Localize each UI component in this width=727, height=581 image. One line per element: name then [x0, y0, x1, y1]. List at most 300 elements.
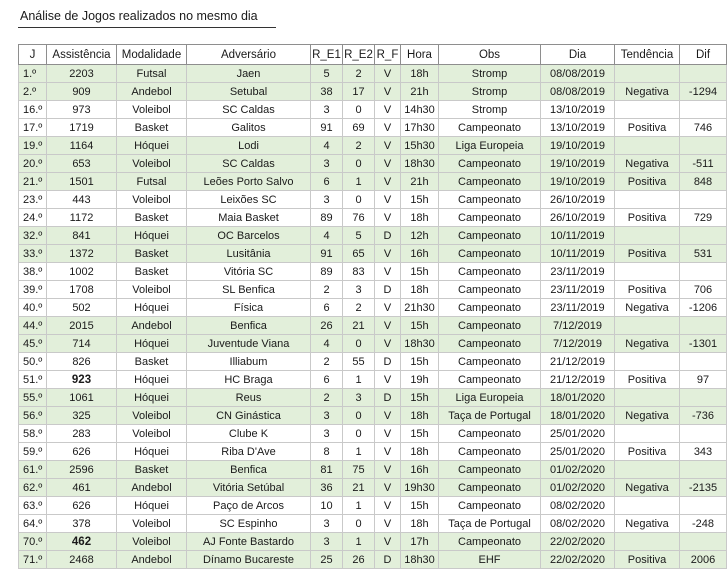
cell-assistencia[interactable]: 1164 — [47, 137, 117, 155]
cell-j[interactable]: 21.º — [19, 173, 47, 191]
cell-dia[interactable]: 25/01/2020 — [541, 425, 615, 443]
cell-obs[interactable]: Campeonato — [439, 299, 541, 317]
cell-r-e2[interactable]: 0 — [343, 407, 375, 425]
cell-hora[interactable]: 18h30 — [401, 155, 439, 173]
cell-r-e1[interactable]: 3 — [311, 101, 343, 119]
cell-hora[interactable]: 18h30 — [401, 335, 439, 353]
cell-modalidade[interactable]: Andebol — [117, 83, 187, 101]
col-header-r-e2[interactable]: R_E2 — [343, 45, 375, 65]
cell-modalidade[interactable]: Hóquei — [117, 443, 187, 461]
cell-r-e2[interactable]: 21 — [343, 317, 375, 335]
cell-tendencia[interactable]: Negativa — [615, 335, 680, 353]
cell-tendencia[interactable]: Positiva — [615, 173, 680, 191]
cell-assistencia[interactable]: 841 — [47, 227, 117, 245]
cell-modalidade[interactable]: Basket — [117, 353, 187, 371]
cell-hora[interactable]: 21h — [401, 173, 439, 191]
cell-r-e2[interactable]: 1 — [343, 371, 375, 389]
cell-obs[interactable]: Campeonato — [439, 371, 541, 389]
cell-hora[interactable]: 18h30 — [401, 551, 439, 569]
cell-r-e2[interactable]: 0 — [343, 335, 375, 353]
cell-tendencia[interactable]: Negativa — [615, 155, 680, 173]
cell-j[interactable]: 61.º — [19, 461, 47, 479]
cell-tendencia[interactable] — [615, 65, 680, 83]
cell-j[interactable]: 40.º — [19, 299, 47, 317]
cell-modalidade[interactable]: Voleibol — [117, 155, 187, 173]
cell-r-f[interactable]: D — [375, 227, 401, 245]
cell-dif[interactable] — [680, 425, 727, 443]
cell-r-e1[interactable]: 4 — [311, 137, 343, 155]
cell-adversario[interactable]: Lusitânia — [187, 245, 311, 263]
cell-modalidade[interactable]: Basket — [117, 245, 187, 263]
cell-tendencia[interactable]: Positiva — [615, 209, 680, 227]
cell-assistencia[interactable]: 502 — [47, 299, 117, 317]
cell-r-e1[interactable]: 3 — [311, 407, 343, 425]
cell-hora[interactable]: 15h30 — [401, 137, 439, 155]
cell-obs[interactable]: Campeonato — [439, 443, 541, 461]
cell-adversario[interactable]: Vitória SC — [187, 263, 311, 281]
cell-tendencia[interactable] — [615, 263, 680, 281]
cell-dif[interactable] — [680, 317, 727, 335]
cell-dif[interactable] — [680, 263, 727, 281]
cell-tendencia[interactable]: Positiva — [615, 245, 680, 263]
cell-obs[interactable]: Campeonato — [439, 263, 541, 281]
cell-r-e2[interactable]: 3 — [343, 281, 375, 299]
cell-r-f[interactable]: V — [375, 425, 401, 443]
col-header-assistencia[interactable]: Assistência — [47, 45, 117, 65]
cell-r-e2[interactable]: 69 — [343, 119, 375, 137]
cell-r-e2[interactable]: 17 — [343, 83, 375, 101]
cell-modalidade[interactable]: Basket — [117, 263, 187, 281]
cell-r-e1[interactable]: 3 — [311, 155, 343, 173]
cell-obs[interactable]: Campeonato — [439, 497, 541, 515]
cell-j[interactable]: 71.º — [19, 551, 47, 569]
cell-dia[interactable]: 7/12/2019 — [541, 335, 615, 353]
cell-dia[interactable]: 7/12/2019 — [541, 317, 615, 335]
cell-hora[interactable]: 17h30 — [401, 119, 439, 137]
cell-r-f[interactable]: V — [375, 83, 401, 101]
cell-modalidade[interactable]: Voleibol — [117, 533, 187, 551]
cell-modalidade[interactable]: Voleibol — [117, 515, 187, 533]
cell-hora[interactable]: 19h30 — [401, 479, 439, 497]
cell-dia[interactable]: 01/02/2020 — [541, 461, 615, 479]
cell-r-f[interactable]: V — [375, 65, 401, 83]
cell-r-e1[interactable]: 38 — [311, 83, 343, 101]
cell-modalidade[interactable]: Andebol — [117, 479, 187, 497]
cell-assistencia[interactable]: 826 — [47, 353, 117, 371]
cell-adversario[interactable]: Paço de Arcos — [187, 497, 311, 515]
cell-r-e2[interactable]: 2 — [343, 65, 375, 83]
cell-modalidade[interactable]: Basket — [117, 119, 187, 137]
cell-dia[interactable]: 19/10/2019 — [541, 137, 615, 155]
cell-adversario[interactable]: Leixões SC — [187, 191, 311, 209]
cell-tendencia[interactable]: Positiva — [615, 371, 680, 389]
cell-r-e1[interactable]: 3 — [311, 515, 343, 533]
cell-dif[interactable]: -736 — [680, 407, 727, 425]
cell-dif[interactable]: 746 — [680, 119, 727, 137]
cell-obs[interactable]: Taça de Portugal — [439, 515, 541, 533]
cell-dif[interactable]: 706 — [680, 281, 727, 299]
cell-obs[interactable]: Campeonato — [439, 317, 541, 335]
cell-dia[interactable]: 08/02/2020 — [541, 497, 615, 515]
cell-dif[interactable]: 729 — [680, 209, 727, 227]
cell-adversario[interactable]: Maia Basket — [187, 209, 311, 227]
cell-adversario[interactable]: SL Benfica — [187, 281, 311, 299]
cell-dia[interactable]: 01/02/2020 — [541, 479, 615, 497]
cell-r-f[interactable]: V — [375, 479, 401, 497]
cell-r-e2[interactable]: 0 — [343, 425, 375, 443]
cell-dif[interactable] — [680, 533, 727, 551]
cell-dif[interactable] — [680, 191, 727, 209]
cell-tendencia[interactable]: Positiva — [615, 119, 680, 137]
cell-modalidade[interactable]: Hóquei — [117, 335, 187, 353]
cell-dia[interactable]: 08/08/2019 — [541, 65, 615, 83]
cell-hora[interactable]: 21h30 — [401, 299, 439, 317]
cell-modalidade[interactable]: Basket — [117, 209, 187, 227]
cell-modalidade[interactable]: Hóquei — [117, 299, 187, 317]
cell-r-e1[interactable]: 6 — [311, 173, 343, 191]
cell-dia[interactable]: 18/01/2020 — [541, 389, 615, 407]
cell-assistencia[interactable]: 325 — [47, 407, 117, 425]
cell-adversario[interactable]: Física — [187, 299, 311, 317]
cell-dif[interactable]: -2135 — [680, 479, 727, 497]
cell-modalidade[interactable]: Andebol — [117, 551, 187, 569]
cell-obs[interactable]: Stromp — [439, 101, 541, 119]
cell-hora[interactable]: 21h — [401, 83, 439, 101]
col-header-hora[interactable]: Hora — [401, 45, 439, 65]
cell-assistencia[interactable]: 626 — [47, 443, 117, 461]
cell-j[interactable]: 63.º — [19, 497, 47, 515]
cell-hora[interactable]: 15h — [401, 317, 439, 335]
cell-r-f[interactable]: V — [375, 155, 401, 173]
cell-hora[interactable]: 18h — [401, 407, 439, 425]
cell-r-f[interactable]: V — [375, 497, 401, 515]
cell-modalidade[interactable]: Voleibol — [117, 425, 187, 443]
cell-assistencia[interactable]: 443 — [47, 191, 117, 209]
cell-assistencia[interactable]: 283 — [47, 425, 117, 443]
cell-adversario[interactable]: Reus — [187, 389, 311, 407]
cell-r-e2[interactable]: 75 — [343, 461, 375, 479]
cell-dif[interactable] — [680, 137, 727, 155]
cell-r-e2[interactable]: 65 — [343, 245, 375, 263]
cell-obs[interactable]: Campeonato — [439, 461, 541, 479]
cell-adversario[interactable]: Leões Porto Salvo — [187, 173, 311, 191]
cell-hora[interactable]: 16h — [401, 461, 439, 479]
cell-r-e2[interactable]: 0 — [343, 101, 375, 119]
cell-assistencia[interactable]: 461 — [47, 479, 117, 497]
cell-r-f[interactable]: V — [375, 173, 401, 191]
cell-tendencia[interactable] — [615, 533, 680, 551]
cell-dia[interactable]: 26/10/2019 — [541, 209, 615, 227]
cell-assistencia[interactable]: 923 — [47, 371, 117, 389]
cell-j[interactable]: 64.º — [19, 515, 47, 533]
cell-assistencia[interactable]: 1002 — [47, 263, 117, 281]
cell-obs[interactable]: Campeonato — [439, 173, 541, 191]
col-header-dif[interactable]: Dif — [680, 45, 727, 65]
cell-adversario[interactable]: HC Braga — [187, 371, 311, 389]
col-header-obs[interactable]: Obs — [439, 45, 541, 65]
cell-dia[interactable]: 13/10/2019 — [541, 101, 615, 119]
cell-r-f[interactable]: V — [375, 335, 401, 353]
cell-obs[interactable]: Campeonato — [439, 479, 541, 497]
cell-r-f[interactable]: D — [375, 551, 401, 569]
cell-r-f[interactable]: V — [375, 191, 401, 209]
cell-hora[interactable]: 14h30 — [401, 101, 439, 119]
cell-adversario[interactable]: Benfica — [187, 317, 311, 335]
cell-r-f[interactable]: V — [375, 137, 401, 155]
cell-tendencia[interactable]: Positiva — [615, 443, 680, 461]
cell-r-e1[interactable]: 5 — [311, 65, 343, 83]
cell-tendencia[interactable]: Negativa — [615, 407, 680, 425]
cell-adversario[interactable]: Vitória Setúbal — [187, 479, 311, 497]
cell-obs[interactable]: Stromp — [439, 65, 541, 83]
cell-dif[interactable]: 97 — [680, 371, 727, 389]
cell-dif[interactable]: -511 — [680, 155, 727, 173]
cell-adversario[interactable]: Riba D'Ave — [187, 443, 311, 461]
cell-tendencia[interactable]: Positiva — [615, 281, 680, 299]
cell-j[interactable]: 38.º — [19, 263, 47, 281]
col-header-adversario[interactable]: Adversário — [187, 45, 311, 65]
cell-dia[interactable]: 23/11/2019 — [541, 299, 615, 317]
cell-modalidade[interactable]: Voleibol — [117, 281, 187, 299]
cell-j[interactable]: 45.º — [19, 335, 47, 353]
cell-modalidade[interactable]: Hóquei — [117, 389, 187, 407]
cell-j[interactable]: 32.º — [19, 227, 47, 245]
cell-r-e1[interactable]: 6 — [311, 299, 343, 317]
cell-dif[interactable]: -1294 — [680, 83, 727, 101]
cell-r-f[interactable]: V — [375, 371, 401, 389]
cell-assistencia[interactable]: 2015 — [47, 317, 117, 335]
cell-dia[interactable]: 13/10/2019 — [541, 119, 615, 137]
cell-hora[interactable]: 15h — [401, 425, 439, 443]
cell-assistencia[interactable]: 2596 — [47, 461, 117, 479]
cell-r-e1[interactable]: 10 — [311, 497, 343, 515]
cell-assistencia[interactable]: 1372 — [47, 245, 117, 263]
cell-modalidade[interactable]: Futsal — [117, 173, 187, 191]
cell-r-e1[interactable]: 6 — [311, 371, 343, 389]
cell-dif[interactable]: -1206 — [680, 299, 727, 317]
cell-j[interactable]: 59.º — [19, 443, 47, 461]
cell-j[interactable]: 62.º — [19, 479, 47, 497]
cell-r-e2[interactable]: 1 — [343, 533, 375, 551]
cell-r-e1[interactable]: 4 — [311, 335, 343, 353]
cell-j[interactable]: 50.º — [19, 353, 47, 371]
cell-j[interactable]: 55.º — [19, 389, 47, 407]
cell-j[interactable]: 20.º — [19, 155, 47, 173]
cell-adversario[interactable]: CN Ginástica — [187, 407, 311, 425]
cell-r-f[interactable]: V — [375, 263, 401, 281]
cell-dif[interactable] — [680, 497, 727, 515]
cell-j[interactable]: 19.º — [19, 137, 47, 155]
cell-assistencia[interactable]: 626 — [47, 497, 117, 515]
cell-hora[interactable]: 18h — [401, 209, 439, 227]
cell-assistencia[interactable]: 714 — [47, 335, 117, 353]
cell-modalidade[interactable]: Basket — [117, 461, 187, 479]
cell-dif[interactable]: 848 — [680, 173, 727, 191]
cell-tendencia[interactable] — [615, 497, 680, 515]
cell-tendencia[interactable] — [615, 191, 680, 209]
cell-dif[interactable] — [680, 389, 727, 407]
cell-dia[interactable]: 25/01/2020 — [541, 443, 615, 461]
cell-r-e2[interactable]: 1 — [343, 173, 375, 191]
cell-dia[interactable]: 22/02/2020 — [541, 533, 615, 551]
cell-j[interactable]: 23.º — [19, 191, 47, 209]
cell-dif[interactable] — [680, 461, 727, 479]
cell-hora[interactable]: 15h — [401, 497, 439, 515]
cell-r-e1[interactable]: 36 — [311, 479, 343, 497]
cell-obs[interactable]: Campeonato — [439, 191, 541, 209]
cell-r-e1[interactable]: 25 — [311, 551, 343, 569]
cell-dia[interactable]: 10/11/2019 — [541, 245, 615, 263]
cell-hora[interactable]: 12h — [401, 227, 439, 245]
cell-modalidade[interactable]: Andebol — [117, 317, 187, 335]
cell-j[interactable]: 51.º — [19, 371, 47, 389]
cell-dif[interactable]: 2006 — [680, 551, 727, 569]
cell-hora[interactable]: 18h — [401, 65, 439, 83]
cell-adversario[interactable]: SC Caldas — [187, 101, 311, 119]
cell-hora[interactable]: 17h — [401, 533, 439, 551]
cell-r-f[interactable]: V — [375, 533, 401, 551]
col-header-dia[interactable]: Dia — [541, 45, 615, 65]
col-header-r-e1[interactable]: R_E1 — [311, 45, 343, 65]
cell-r-e2[interactable]: 83 — [343, 263, 375, 281]
cell-j[interactable]: 39.º — [19, 281, 47, 299]
col-header-tendencia[interactable]: Tendência — [615, 45, 680, 65]
cell-hora[interactable]: 18h — [401, 515, 439, 533]
cell-obs[interactable]: Campeonato — [439, 119, 541, 137]
cell-modalidade[interactable]: Hóquei — [117, 227, 187, 245]
cell-dia[interactable]: 10/11/2019 — [541, 227, 615, 245]
cell-r-f[interactable]: V — [375, 299, 401, 317]
cell-r-e2[interactable]: 76 — [343, 209, 375, 227]
cell-r-f[interactable]: D — [375, 281, 401, 299]
cell-modalidade[interactable]: Futsal — [117, 65, 187, 83]
cell-tendencia[interactable]: Positiva — [615, 551, 680, 569]
cell-tendencia[interactable] — [615, 461, 680, 479]
cell-modalidade[interactable]: Hóquei — [117, 371, 187, 389]
cell-assistencia[interactable]: 1061 — [47, 389, 117, 407]
cell-obs[interactable]: Campeonato — [439, 227, 541, 245]
cell-adversario[interactable]: OC Barcelos — [187, 227, 311, 245]
cell-dia[interactable]: 26/10/2019 — [541, 191, 615, 209]
cell-dia[interactable]: 08/02/2020 — [541, 515, 615, 533]
cell-obs[interactable]: Liga Europeia — [439, 137, 541, 155]
cell-obs[interactable]: Campeonato — [439, 155, 541, 173]
cell-r-e1[interactable]: 2 — [311, 281, 343, 299]
cell-r-e2[interactable]: 0 — [343, 155, 375, 173]
cell-adversario[interactable]: Illiabum — [187, 353, 311, 371]
cell-hora[interactable]: 18h — [401, 443, 439, 461]
cell-tendencia[interactable] — [615, 389, 680, 407]
cell-r-e1[interactable]: 89 — [311, 263, 343, 281]
cell-dif[interactable] — [680, 65, 727, 83]
cell-r-f[interactable]: D — [375, 389, 401, 407]
cell-tendencia[interactable] — [615, 425, 680, 443]
cell-obs[interactable]: Taça de Portugal — [439, 407, 541, 425]
cell-j[interactable]: 70.º — [19, 533, 47, 551]
cell-j[interactable]: 17.º — [19, 119, 47, 137]
cell-hora[interactable]: 18h — [401, 281, 439, 299]
cell-dif[interactable]: -248 — [680, 515, 727, 533]
cell-r-e1[interactable]: 8 — [311, 443, 343, 461]
cell-tendencia[interactable] — [615, 353, 680, 371]
cell-adversario[interactable]: AJ Fonte Bastardo — [187, 533, 311, 551]
cell-assistencia[interactable]: 462 — [47, 533, 117, 551]
cell-obs[interactable]: Campeonato — [439, 245, 541, 263]
cell-dif[interactable] — [680, 101, 727, 119]
cell-r-e2[interactable]: 0 — [343, 515, 375, 533]
cell-r-e1[interactable]: 2 — [311, 389, 343, 407]
cell-r-e2[interactable]: 26 — [343, 551, 375, 569]
cell-r-f[interactable]: V — [375, 515, 401, 533]
cell-r-e2[interactable]: 3 — [343, 389, 375, 407]
cell-r-f[interactable]: V — [375, 245, 401, 263]
cell-hora[interactable]: 15h — [401, 191, 439, 209]
cell-r-e2[interactable]: 5 — [343, 227, 375, 245]
cell-r-e1[interactable]: 3 — [311, 191, 343, 209]
cell-j[interactable]: 1.º — [19, 65, 47, 83]
cell-dif[interactable] — [680, 353, 727, 371]
cell-adversario[interactable]: Dínamo Bucareste — [187, 551, 311, 569]
cell-r-f[interactable]: D — [375, 353, 401, 371]
cell-adversario[interactable]: Benfica — [187, 461, 311, 479]
cell-r-e2[interactable]: 21 — [343, 479, 375, 497]
cell-dia[interactable]: 23/11/2019 — [541, 263, 615, 281]
cell-r-e1[interactable]: 2 — [311, 353, 343, 371]
cell-hora[interactable]: 15h — [401, 353, 439, 371]
cell-r-e2[interactable]: 2 — [343, 299, 375, 317]
cell-dia[interactable]: 19/10/2019 — [541, 173, 615, 191]
cell-dif[interactable]: 343 — [680, 443, 727, 461]
cell-obs[interactable]: EHF — [439, 551, 541, 569]
cell-hora[interactable]: 15h — [401, 389, 439, 407]
cell-modalidade[interactable]: Voleibol — [117, 191, 187, 209]
cell-obs[interactable]: Campeonato — [439, 209, 541, 227]
cell-assistencia[interactable]: 1719 — [47, 119, 117, 137]
cell-dia[interactable]: 21/12/2019 — [541, 371, 615, 389]
cell-modalidade[interactable]: Voleibol — [117, 101, 187, 119]
cell-adversario[interactable]: SC Espinho — [187, 515, 311, 533]
cell-r-e1[interactable]: 3 — [311, 425, 343, 443]
cell-modalidade[interactable]: Voleibol — [117, 407, 187, 425]
cell-r-e2[interactable]: 0 — [343, 191, 375, 209]
cell-obs[interactable]: Campeonato — [439, 281, 541, 299]
cell-dia[interactable]: 22/02/2020 — [541, 551, 615, 569]
col-header-j[interactable]: J — [19, 45, 47, 65]
cell-r-e1[interactable]: 89 — [311, 209, 343, 227]
cell-j[interactable]: 16.º — [19, 101, 47, 119]
cell-adversario[interactable]: Clube K — [187, 425, 311, 443]
cell-j[interactable]: 2.º — [19, 83, 47, 101]
cell-assistencia[interactable]: 1172 — [47, 209, 117, 227]
cell-r-e2[interactable]: 2 — [343, 137, 375, 155]
cell-r-f[interactable]: V — [375, 461, 401, 479]
cell-dif[interactable] — [680, 227, 727, 245]
cell-j[interactable]: 24.º — [19, 209, 47, 227]
cell-dif[interactable]: -1301 — [680, 335, 727, 353]
cell-assistencia[interactable]: 973 — [47, 101, 117, 119]
cell-dia[interactable]: 21/12/2019 — [541, 353, 615, 371]
cell-j[interactable]: 33.º — [19, 245, 47, 263]
cell-tendencia[interactable] — [615, 227, 680, 245]
cell-r-e2[interactable]: 55 — [343, 353, 375, 371]
cell-r-f[interactable]: V — [375, 101, 401, 119]
cell-adversario[interactable]: Lodi — [187, 137, 311, 155]
cell-j[interactable]: 58.º — [19, 425, 47, 443]
cell-j[interactable]: 56.º — [19, 407, 47, 425]
cell-adversario[interactable]: SC Caldas — [187, 155, 311, 173]
cell-dia[interactable]: 19/10/2019 — [541, 155, 615, 173]
cell-r-f[interactable]: V — [375, 119, 401, 137]
